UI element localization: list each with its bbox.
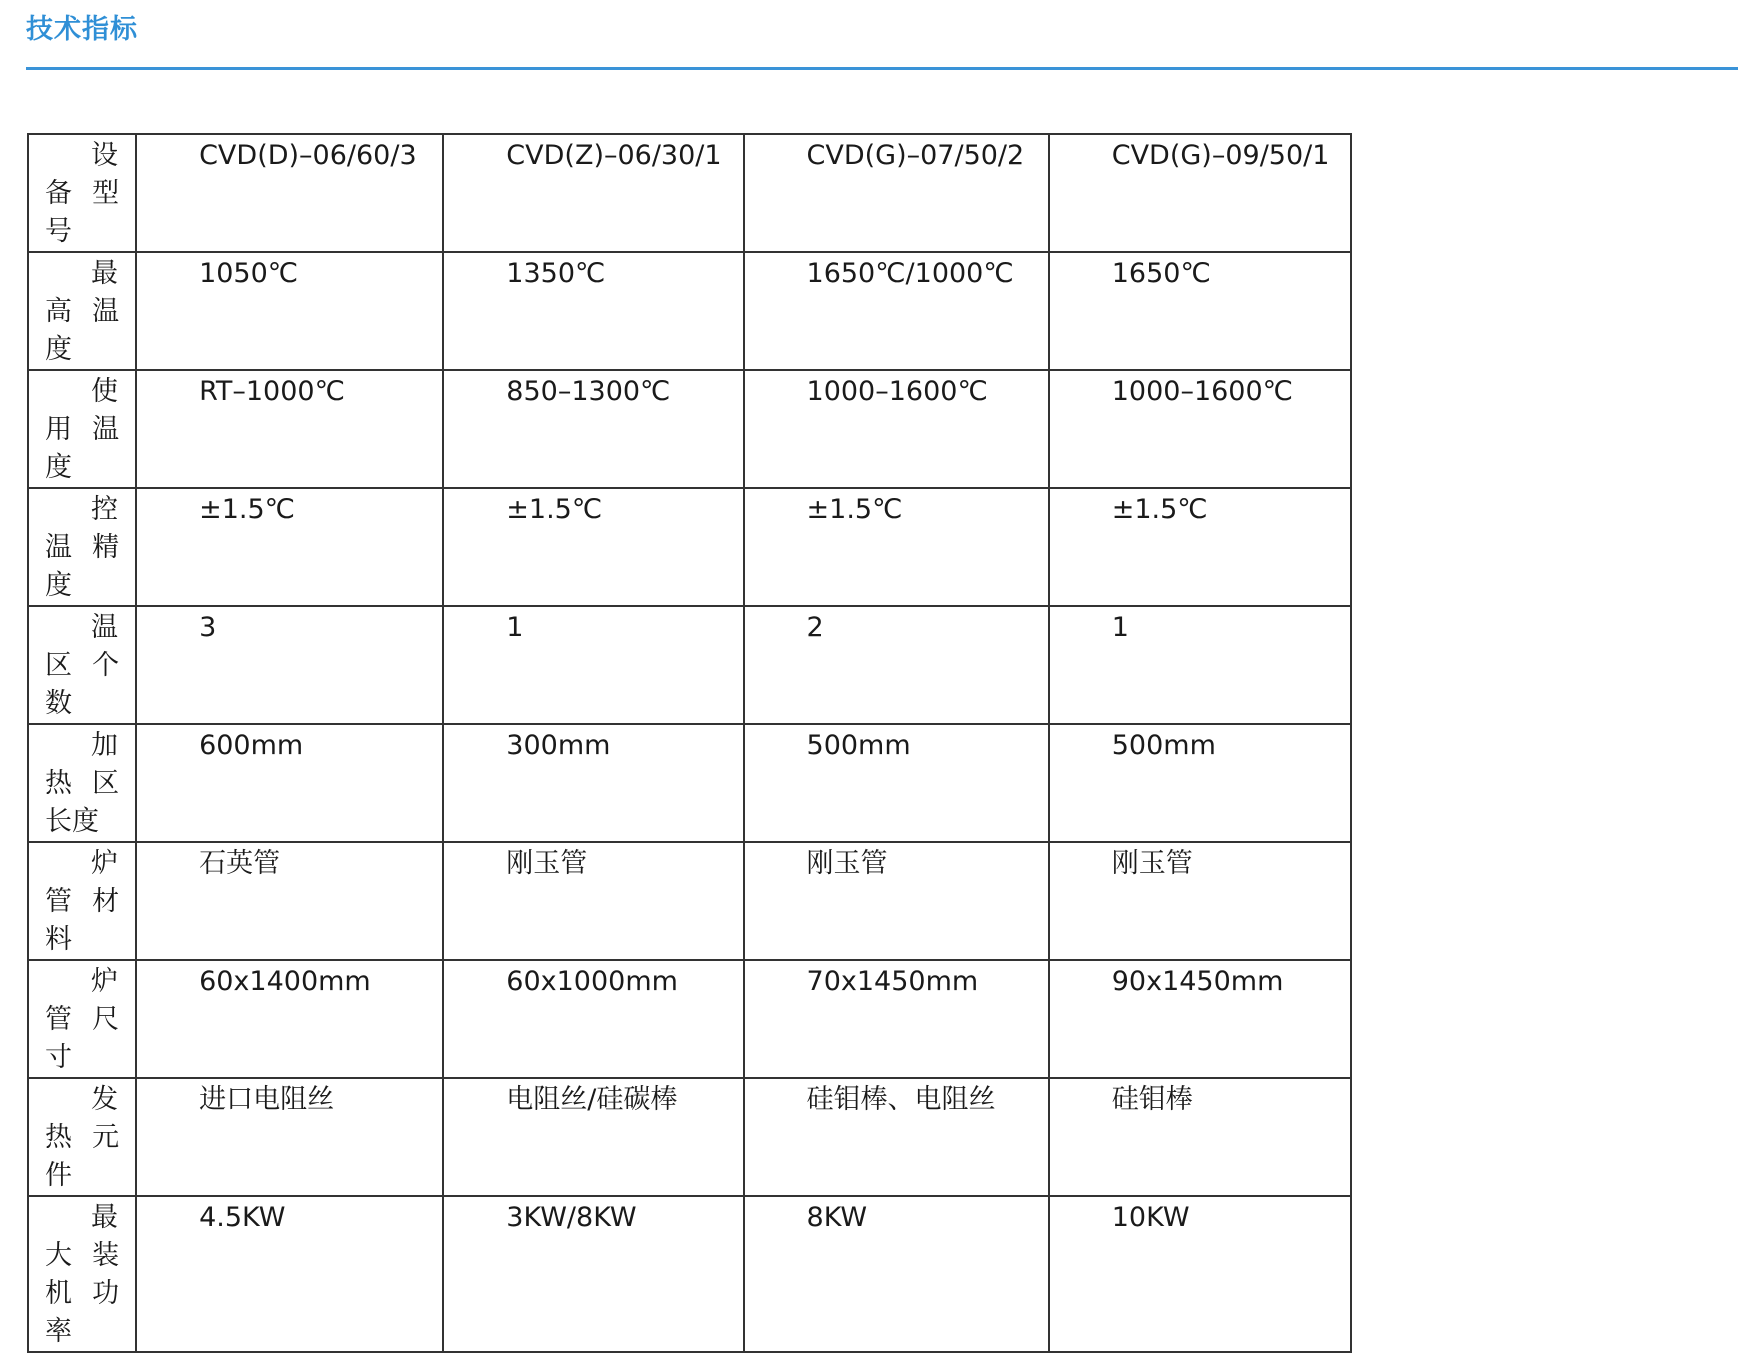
table-cell: 1000–1600℃ [1049, 370, 1351, 488]
table-row [28, 1196, 1351, 1352]
table-cell: 90x1450mm [1049, 960, 1351, 1078]
table-cell: 刚玉管 [1049, 842, 1351, 960]
table-cell: 2 [744, 606, 1049, 724]
table-cell: 850–1300℃ [443, 370, 743, 488]
table-cell: 1000–1600℃ [744, 370, 1049, 488]
spec-table [27, 133, 1352, 1353]
table-cell: 70x1450mm [744, 960, 1049, 1078]
table-cell: 1650℃/1000℃ [744, 252, 1049, 370]
table-cell: ±1.5℃ [136, 488, 443, 606]
table-cell: CVD(D)–06/60/3 [136, 134, 443, 252]
table-cell: CVD(G)–07/50/2 [744, 134, 1049, 252]
table-cell: 刚玉管 [443, 842, 743, 960]
row-label-max-power: 最大装机功率 [28, 1196, 136, 1352]
table-cell: 10KW [1049, 1196, 1351, 1352]
table-row [28, 134, 1351, 252]
table-cell: ±1.5℃ [1049, 488, 1351, 606]
row-label-zone-count: 温区个数 [28, 606, 136, 724]
table-cell: 1 [443, 606, 743, 724]
row-label-model: 设备型号 [28, 134, 136, 252]
table-cell: 3KW/8KW [443, 1196, 743, 1352]
table-cell: 硅钼棒、电阻丝 [744, 1078, 1049, 1196]
table-row [28, 252, 1351, 370]
table-cell: 60x1000mm [443, 960, 743, 1078]
table-cell: 电阻丝/硅碳棒 [443, 1078, 743, 1196]
table-cell: 石英管 [136, 842, 443, 960]
table-row [28, 370, 1351, 488]
table-cell: 8KW [744, 1196, 1049, 1352]
table-cell: 1350℃ [443, 252, 743, 370]
table-cell: 1650℃ [1049, 252, 1351, 370]
table-cell: 600mm [136, 724, 443, 842]
table-cell: 硅钼棒 [1049, 1078, 1351, 1196]
table-cell: 500mm [1049, 724, 1351, 842]
table-cell: 300mm [443, 724, 743, 842]
table-cell: ±1.5℃ [443, 488, 743, 606]
table-cell: 进口电阻丝 [136, 1078, 443, 1196]
row-label-working-temp: 使用温度 [28, 370, 136, 488]
table-cell: 1050℃ [136, 252, 443, 370]
table-row [28, 1078, 1351, 1196]
table-cell: RT–1000℃ [136, 370, 443, 488]
row-label-max-temp: 最高温度 [28, 252, 136, 370]
table-cell: 刚玉管 [744, 842, 1049, 960]
section-title: 技术指标 [26, 14, 138, 45]
table-cell: ±1.5℃ [744, 488, 1049, 606]
table-cell: CVD(Z)–06/30/1 [443, 134, 743, 252]
table-cell: 4.5KW [136, 1196, 443, 1352]
table-cell: 500mm [744, 724, 1049, 842]
row-label-heating-length: 加热区长度 [28, 724, 136, 842]
table-cell: 3 [136, 606, 443, 724]
row-label-temp-accuracy: 控温精度 [28, 488, 136, 606]
table-cell: 60x1400mm [136, 960, 443, 1078]
table-row [28, 960, 1351, 1078]
table-row [28, 488, 1351, 606]
row-label-tube-material: 炉管材料 [28, 842, 136, 960]
table-cell: CVD(G)–09/50/1 [1049, 134, 1351, 252]
table-row [28, 606, 1351, 724]
table-row [28, 842, 1351, 960]
row-label-tube-size: 炉管尺寸 [28, 960, 136, 1078]
table-row [28, 724, 1351, 842]
table-cell: 1 [1049, 606, 1351, 724]
row-label-heating-element: 发热元件 [28, 1078, 136, 1196]
title-divider [26, 67, 1738, 70]
